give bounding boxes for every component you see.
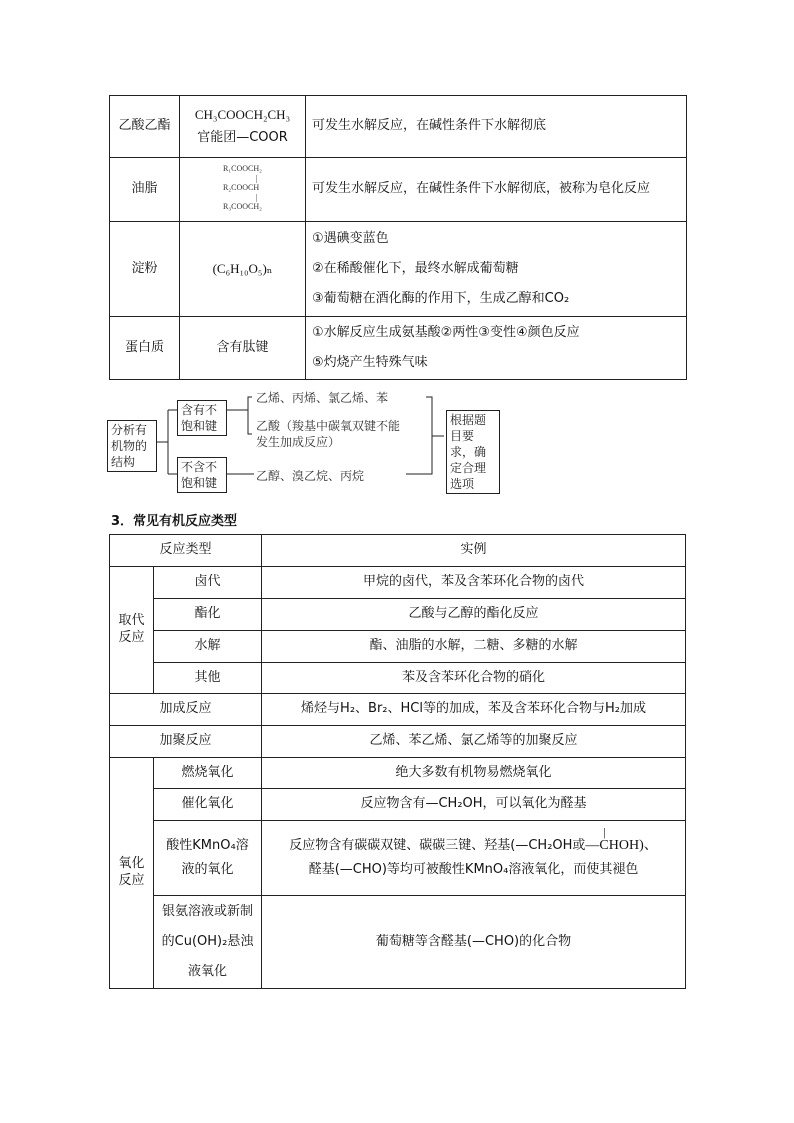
property-line: ①水解反应生成氨基酸②两性③变性④颜色反应: [312, 325, 580, 340]
reaction-type: 卤代: [154, 567, 262, 599]
saturated-item: 乙醇、溴乙烷、丙烷: [256, 469, 365, 483]
unsaturated-item: 乙酸（羧基中碳氧双键不能: [256, 419, 401, 433]
root-box: 分析有机物的结构: [107, 420, 157, 472]
table-row: [110, 896, 686, 989]
structure-line: R₂COOCH: [223, 183, 260, 193]
property-cell: [306, 222, 687, 317]
reaction-type: 水解: [154, 631, 262, 663]
structure-cell: [180, 158, 306, 222]
row-name: 淀粉: [110, 222, 180, 317]
structure-analysis-diagram: [104, 390, 504, 490]
table-row: [110, 821, 686, 896]
reaction-example: 乙烯、苯乙烯、氯乙烯等的加聚反应: [262, 726, 686, 758]
fat-structure: [223, 164, 262, 212]
reaction-type: 加成反应: [110, 694, 262, 726]
table-row: [110, 758, 686, 789]
formula-main: CH₃COOCH₂CH₃: [194, 106, 291, 122]
reaction-type: 催化氧化: [154, 789, 262, 821]
table-row: [110, 789, 686, 821]
reaction-type: 其他: [154, 663, 262, 694]
row-name: 油脂: [110, 158, 180, 222]
table-row: [110, 158, 687, 222]
table-row: [110, 663, 686, 694]
bond-mark: |: [256, 174, 258, 184]
reaction-type: 酸性KMnO₄溶液的氧化: [154, 821, 262, 896]
row-name: 蛋白质: [110, 317, 180, 380]
table-row: [110, 694, 686, 726]
group-substitution: 取代反应: [110, 567, 154, 694]
property-line: ①遇碘变蓝色: [312, 231, 389, 246]
group-oxidation: 氧化反应: [110, 758, 154, 989]
property-cell: 可发生水解反应，在碱性条件下水解彻底: [306, 96, 687, 158]
property-cell: [306, 317, 687, 380]
example-line: [262, 825, 685, 858]
unsaturated-item-cont: 发生加成反应）: [256, 435, 341, 449]
table-header-row: [110, 535, 686, 567]
reaction-example: 乙酸与乙醇的酯化反应: [262, 599, 686, 631]
bond-mark: |: [256, 192, 258, 202]
property-cell: 可发生水解反应，在碱性条件下水解彻底，被称为皂化反应: [306, 158, 687, 222]
reaction-example: 烯烃与H₂、Br₂、HCl等的加成，苯及含苯环化合物与H₂加成: [262, 694, 686, 726]
table-row: [110, 599, 686, 631]
reaction-type: 银氨溶液或新制的Cu(OH)₂悬浊液氧化: [154, 896, 262, 989]
table-row: [110, 567, 686, 599]
table-row: [110, 96, 687, 158]
property-line: ③葡萄糖在酒化酶的作用下，生成乙醇和CO₂: [312, 291, 570, 306]
reaction-example: 绝大多数有机物易燃烧氧化: [262, 758, 686, 789]
reaction-type: 燃烧氧化: [154, 758, 262, 789]
property-line: ②在稀酸催化下，最终水解成葡萄糖: [312, 261, 519, 276]
unsaturated-box: 含有不饱和键: [177, 400, 227, 436]
organic-properties-table: [109, 95, 687, 380]
reaction-example: 反应物含有—CH₂OH，可以氧化为醛基: [262, 789, 686, 821]
row-name: 乙酸乙酯: [110, 96, 180, 158]
unsaturated-item: 乙烯、丙烯、氯乙烯、苯: [256, 391, 389, 405]
section-heading: 3．常见有机反应类型: [111, 514, 238, 529]
choh-group: [585, 825, 658, 853]
table-row: [110, 317, 687, 380]
reaction-example: 葡萄糖等含醛基(—CHO)的化合物: [262, 896, 686, 989]
formula-cell: (C₆H₁₀O₅)ₙ: [180, 222, 306, 317]
example-line1: 反应物含有碳碳双键、碳碳三键、羟基(—CH₂OH或: [289, 838, 586, 853]
reaction-example: 甲烷的卤代，苯及含苯环化合物的卤代: [262, 567, 686, 599]
reaction-type: 酯化: [154, 599, 262, 631]
conclusion-box: 根据题目要求，确定合理选项: [446, 410, 500, 494]
property-line: ⑤灼烧产生特殊气味: [312, 355, 428, 370]
table-row: [110, 631, 686, 663]
reaction-example-cell: [262, 821, 686, 896]
bond-mark: |: [603, 825, 606, 839]
example-line2: 醛基(—CHO)等均可被酸性KMnO₄溶液氧化，而使其褪色: [308, 862, 639, 877]
reaction-types-table: [109, 534, 686, 989]
table-row: [110, 726, 686, 758]
reaction-example: 苯及含苯环化合物的硝化: [262, 663, 686, 694]
header-example: 实例: [262, 535, 686, 567]
table-row: [110, 222, 687, 317]
choh-text: —CHOH)、: [585, 838, 658, 853]
header-type: 反应类型: [110, 535, 262, 567]
formula-cell: 含有肽键: [180, 317, 306, 380]
formula-cell: [180, 96, 306, 158]
reaction-type: 加聚反应: [110, 726, 262, 758]
structure-line: R₃COOCH₂: [223, 201, 262, 211]
saturated-box: 不含不饱和键: [177, 457, 227, 493]
reaction-example: 酯、油脂的水解，二糖、多糖的水解: [262, 631, 686, 663]
structure-line: R₁COOCH₂: [223, 164, 262, 174]
functional-group: 官能团—COOR: [197, 129, 288, 145]
